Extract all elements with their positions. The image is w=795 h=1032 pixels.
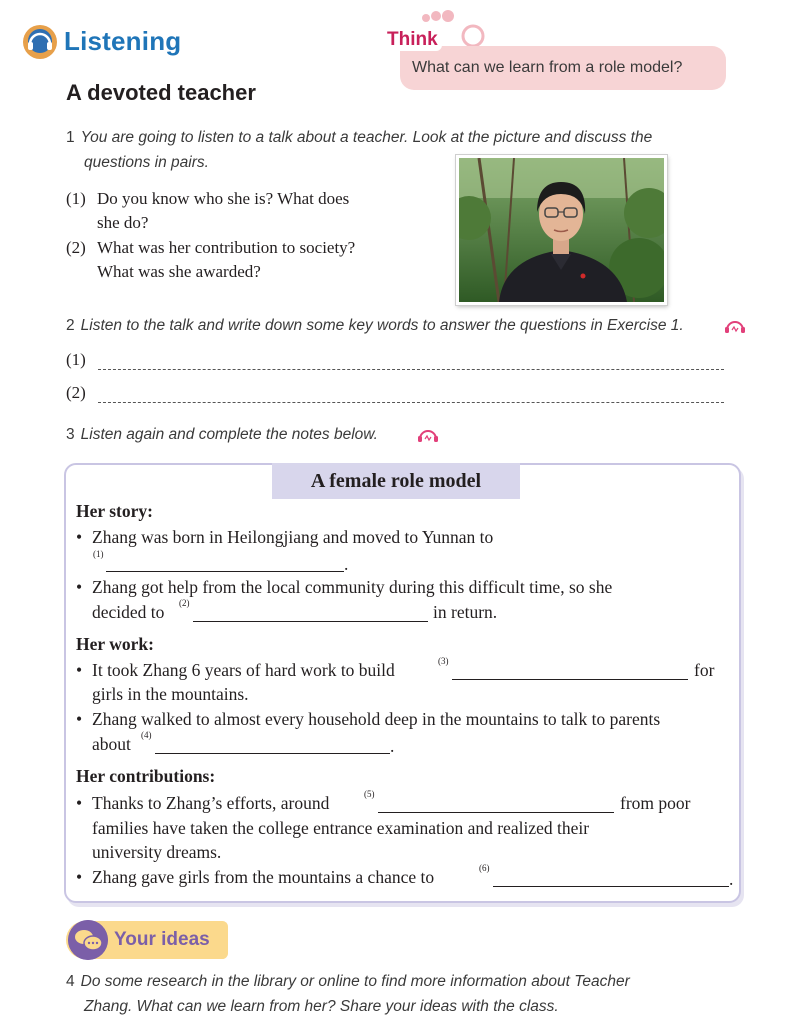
question-2-line: What was her contribution to society? [97,238,356,257]
work-bullet-2: Zhang walked to almost every household deep in the mountains to talk to parents [92,709,661,729]
question-2-number: (2) [66,238,86,257]
blank-number: (1) [93,549,104,559]
blank-number: (5) [364,789,375,799]
instruction-line: Do some research in the library or online to find more information about Teacher [80,973,630,990]
answer-2-number: (2) [66,383,86,402]
listening-headphones-icon [22,24,58,60]
exercise-number: 4 [66,973,75,990]
bullet-text: girls in the mountains. [92,684,249,704]
blank-3[interactable] [452,666,688,680]
bullet-text: about [92,734,131,754]
contributions-heading: Her contributions: [76,766,216,786]
period: . [344,554,349,574]
story-bullet-1: Zhang was born in Heilongjiang and moved to Yunnan to [92,527,494,547]
bullet-point: • [76,709,83,729]
bullet-text: families have taken the college entrance examination and realized their [92,818,590,838]
audio-headphones-icon[interactable] [417,427,439,443]
answer-2-line[interactable] [98,402,724,403]
think-label: Think [383,29,442,51]
contrib-bullet-2: Zhang gave girls from the mountains a chance to [92,867,435,887]
bullet-text: university dreams. [92,842,222,862]
work-heading: Her work: [76,634,154,654]
speech-bubbles-icon [68,920,108,960]
bullet-point: • [76,527,83,547]
answer-1-line[interactable] [98,369,724,370]
blank-4[interactable] [155,740,390,754]
bullet-point: • [76,867,83,887]
exercise-2-instruction [66,314,746,338]
bullet-text: in return. [433,602,498,622]
blank-6[interactable] [493,873,729,887]
story-heading: Her story: [76,501,153,521]
blank-number: (2) [179,598,190,608]
teacher-photo [456,155,667,305]
exercise-number: 3 [66,426,75,443]
contrib-bullet-1: Thanks to Zhang’s efforts, around [92,793,330,813]
exercise-1-instruction [66,126,726,150]
blank-2[interactable] [193,608,428,622]
instruction-line: questions in pairs. [84,154,209,171]
story-bullet-2: Zhang got help from the local community during this difficult time, so she [92,577,613,597]
instruction-line: Zhang. What can we learn from her? Share your ideas with the class. [84,998,559,1015]
answer-1-number: (1) [66,350,86,369]
question-1-line: she do? [97,213,149,232]
bullet-point: • [76,660,83,680]
think-question: What can we learn from a role model? [412,59,683,76]
period: . [729,869,734,889]
bullet-point: • [76,793,83,813]
instruction-line: You are going to listen to a talk about a teacher. Look at the picture and discuss the [80,129,653,146]
exercise-3-instruction [66,423,378,447]
question-1-number: (1) [66,189,86,208]
bullet-text: from poor [620,793,691,813]
bullet-text: decided to [92,602,165,622]
blank-number: (3) [438,656,449,666]
work-bullet-1: It took Zhang 6 years of hard work to build [92,660,395,680]
period: . [390,736,395,756]
exercise-number: 1 [66,129,75,146]
exercise-4-instruction [66,970,766,994]
question-1-line: Do you know who she is? What does [97,189,350,208]
instruction-text: Listen to the talk and write down some key words to answer the questions in Exercise 1. [80,317,684,334]
instruction-text: Listen again and complete the notes below. [80,426,378,443]
your-ideas-label: Your ideas [114,929,210,950]
section-title: Listening [64,26,182,56]
lesson-title: A devoted teacher [66,80,256,105]
teacher-photo-illustration [459,158,664,302]
audio-headphones-icon[interactable] [724,318,746,334]
blank-number: (4) [141,730,152,740]
blank-5[interactable] [378,799,614,813]
question-2-line: What was she awarded? [97,262,261,281]
bullet-text: for [694,660,715,680]
blank-number: (6) [479,863,490,873]
blank-1[interactable] [106,558,344,572]
exercise-number: 2 [66,317,75,334]
bullet-point: • [76,577,83,597]
notes-title: A female role model [272,463,520,499]
